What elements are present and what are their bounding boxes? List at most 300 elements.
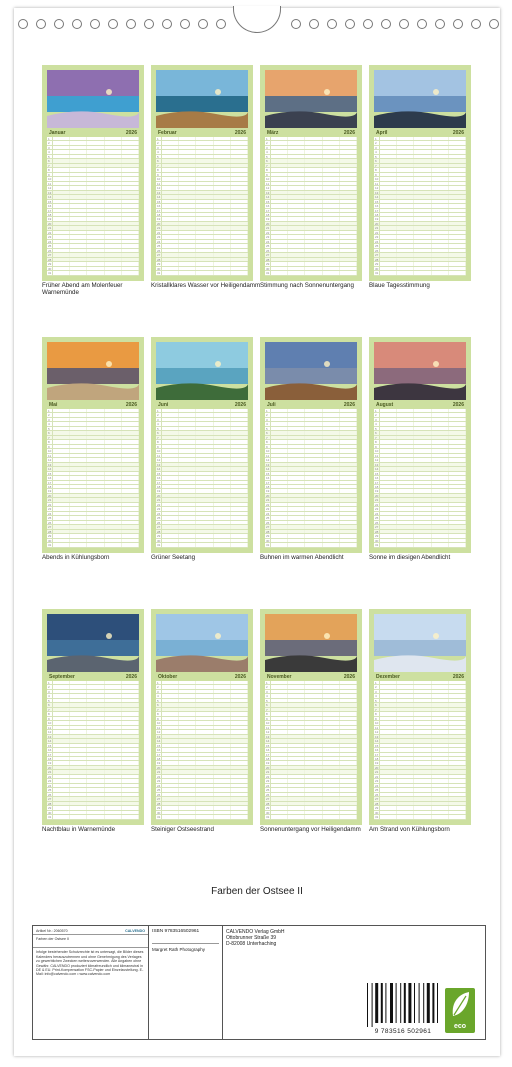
day-number: 26	[375, 248, 379, 253]
day-cell	[196, 418, 213, 421]
day-number: 27	[375, 253, 379, 258]
day-cell	[432, 173, 449, 176]
day-cell	[122, 476, 139, 479]
day-cell	[162, 494, 179, 497]
day-cell	[288, 253, 305, 256]
day-cell	[449, 141, 466, 144]
day-cell	[196, 748, 213, 751]
day-cell	[87, 267, 104, 270]
day-cell	[323, 744, 340, 747]
day-cell	[105, 775, 122, 778]
day-cell	[432, 436, 449, 439]
day-cell	[397, 717, 414, 720]
month-page	[369, 65, 471, 289]
day-cell	[214, 445, 231, 448]
day-cell	[323, 235, 340, 238]
day-cell	[231, 427, 248, 430]
day-cell	[271, 753, 288, 756]
day-cell	[231, 753, 248, 756]
day-number: 22	[266, 230, 270, 235]
day-cell	[214, 690, 231, 693]
day-cell	[271, 217, 288, 220]
month-year: 2026	[452, 673, 464, 680]
day-number: 20	[375, 765, 379, 770]
day-cell	[105, 539, 122, 542]
month-caption: Blaue Tagesstimmung	[369, 282, 430, 289]
day-cell	[449, 431, 466, 434]
barcode-bar	[408, 983, 411, 1023]
day-number: 2	[265, 141, 271, 144]
day-cell	[414, 512, 431, 515]
day-cell	[53, 489, 70, 492]
day-number: 15	[375, 743, 379, 748]
day-cell	[105, 753, 122, 756]
day-cell	[271, 708, 288, 711]
day-number: 2	[265, 685, 271, 688]
day-cell	[87, 539, 104, 542]
day-cell	[214, 681, 231, 684]
month-year: 2026	[234, 673, 246, 680]
day-cell	[179, 445, 196, 448]
day-cell	[397, 712, 414, 715]
day-number: 4	[265, 150, 271, 153]
day-cell	[70, 155, 87, 158]
day-cell	[53, 761, 70, 764]
day-cell	[323, 761, 340, 764]
day-cell	[179, 137, 196, 140]
day-cell	[87, 204, 104, 207]
day-cell	[305, 431, 322, 434]
day-cell	[122, 253, 139, 256]
day-cell	[70, 427, 87, 430]
day-cell	[53, 726, 70, 729]
day-cell	[449, 685, 466, 688]
day-number: 31	[375, 815, 379, 820]
day-number: 7	[265, 436, 271, 439]
leaf-icon	[445, 988, 475, 1022]
day-cell	[271, 539, 288, 542]
day-cell	[380, 753, 397, 756]
day-cell	[53, 413, 70, 416]
month-photo	[265, 614, 357, 672]
day-cell	[380, 440, 397, 443]
day-cell	[305, 258, 322, 261]
day-cell	[53, 721, 70, 724]
day-cell	[214, 231, 231, 234]
day-cell	[380, 811, 397, 814]
day-cell	[323, 182, 340, 185]
day-cell	[179, 694, 196, 697]
day-cell	[449, 418, 466, 421]
day-cell	[305, 271, 322, 274]
day-cell	[380, 226, 397, 229]
day-cell	[414, 164, 431, 167]
binding-hole	[126, 19, 136, 29]
day-cell	[196, 427, 213, 430]
day-cell	[397, 708, 414, 711]
day-cell	[105, 418, 122, 421]
day-number: 5	[374, 155, 380, 158]
day-cell	[196, 173, 213, 176]
day-cell	[323, 485, 340, 488]
day-cell	[414, 690, 431, 693]
day-cell	[214, 811, 231, 814]
month-photo	[156, 614, 248, 672]
day-cell	[53, 757, 70, 760]
day-cell	[87, 507, 104, 510]
day-cell	[214, 137, 231, 140]
day-cell	[214, 717, 231, 720]
day-cell	[196, 182, 213, 185]
day-cell	[271, 489, 288, 492]
day-cell	[162, 694, 179, 697]
day-cell	[323, 271, 340, 274]
day-cell	[271, 173, 288, 176]
day-cell	[323, 445, 340, 448]
day-cell	[288, 530, 305, 533]
day-cell	[432, 204, 449, 207]
day-number: 13	[266, 190, 270, 195]
day-cell	[380, 543, 397, 546]
day-cell	[380, 262, 397, 265]
day-number: 24	[48, 783, 52, 788]
day-number: 16	[157, 476, 161, 481]
day-cell	[53, 494, 70, 497]
day-cell	[340, 797, 357, 800]
day-number: 11	[157, 453, 161, 458]
day-cell	[196, 543, 213, 546]
day-cell	[87, 721, 104, 724]
day-cell	[122, 182, 139, 185]
day-cell	[288, 481, 305, 484]
day-cell	[414, 195, 431, 198]
day-cell	[380, 784, 397, 787]
day-cell	[432, 476, 449, 479]
day-cell	[214, 467, 231, 470]
day-grid	[374, 681, 466, 820]
day-cell	[214, 440, 231, 443]
day-number: 29	[157, 806, 161, 811]
day-cell	[414, 222, 431, 225]
day-cell	[87, 494, 104, 497]
day-cell	[53, 815, 70, 818]
day-cell	[340, 784, 357, 787]
day-cell	[414, 775, 431, 778]
day-cell	[231, 761, 248, 764]
day-number: 19	[375, 489, 379, 494]
day-cell	[288, 708, 305, 711]
day-number: 6	[265, 159, 271, 162]
day-cell	[305, 770, 322, 773]
day-cell	[179, 186, 196, 189]
day-number: 15	[157, 471, 161, 476]
day-cell	[179, 159, 196, 162]
day-cell	[53, 512, 70, 515]
day-cell	[380, 739, 397, 742]
day-cell	[397, 525, 414, 528]
day-cell	[70, 730, 87, 733]
day-number: 21	[266, 498, 270, 503]
day-cell	[380, 422, 397, 425]
day-cell	[323, 440, 340, 443]
day-cell	[397, 467, 414, 470]
day-cell	[397, 413, 414, 416]
barcode-bar	[423, 983, 424, 1023]
day-cell	[87, 231, 104, 234]
day-cell	[214, 436, 231, 439]
day-cell	[323, 481, 340, 484]
day-grid	[156, 681, 248, 820]
day-cell	[305, 476, 322, 479]
day-cell	[231, 779, 248, 782]
day-cell	[162, 779, 179, 782]
day-number: 29	[48, 806, 52, 811]
day-cell	[432, 235, 449, 238]
day-cell	[380, 481, 397, 484]
binding-hole	[363, 19, 373, 29]
day-cell	[432, 164, 449, 167]
day-cell	[288, 445, 305, 448]
day-cell	[122, 191, 139, 194]
day-cell	[414, 685, 431, 688]
day-cell	[105, 481, 122, 484]
eco-badge	[445, 988, 475, 1033]
day-number: 30	[48, 810, 52, 815]
day-cell	[162, 516, 179, 519]
day-cell	[53, 712, 70, 715]
day-cell	[397, 779, 414, 782]
day-cell	[162, 703, 179, 706]
day-cell	[53, 244, 70, 247]
day-cell	[305, 427, 322, 430]
month-year: 2026	[452, 129, 464, 136]
day-cell	[432, 730, 449, 733]
day-cell	[53, 267, 70, 270]
day-cell	[70, 141, 87, 144]
day-cell	[105, 516, 122, 519]
binding-hole	[54, 19, 64, 29]
day-cell	[323, 413, 340, 416]
day-cell	[122, 797, 139, 800]
day-cell	[432, 253, 449, 256]
day-number: 27	[48, 525, 52, 530]
day-cell	[380, 503, 397, 506]
day-cell	[87, 699, 104, 702]
day-number: 4	[47, 422, 53, 425]
day-cell	[70, 217, 87, 220]
day-cell	[179, 253, 196, 256]
day-cell	[288, 164, 305, 167]
day-cell	[70, 209, 87, 212]
day-cell	[380, 168, 397, 171]
day-cell	[105, 150, 122, 153]
day-cell	[214, 735, 231, 738]
day-row	[156, 543, 248, 547]
day-number: 10	[157, 721, 161, 726]
day-cell	[162, 681, 179, 684]
day-cell	[340, 177, 357, 180]
binding-hole	[291, 19, 301, 29]
day-cell	[323, 694, 340, 697]
day-cell	[414, 708, 431, 711]
day-cell	[414, 494, 431, 497]
day-cell	[105, 235, 122, 238]
day-cell	[196, 766, 213, 769]
day-cell	[105, 735, 122, 738]
day-number: 11	[48, 181, 52, 186]
day-cell	[340, 775, 357, 778]
day-number: 20	[48, 493, 52, 498]
day-cell	[162, 489, 179, 492]
day-cell	[380, 761, 397, 764]
day-number: 25	[48, 516, 52, 521]
day-cell	[231, 472, 248, 475]
day-cell	[87, 141, 104, 144]
day-cell	[53, 168, 70, 171]
day-number: 20	[48, 765, 52, 770]
day-cell	[271, 168, 288, 171]
day-number: 22	[375, 502, 379, 507]
day-cell	[214, 253, 231, 256]
day-cell	[122, 262, 139, 265]
day-cell	[214, 222, 231, 225]
day-number: 8	[47, 440, 53, 443]
day-number: 12	[48, 458, 52, 463]
day-cell	[122, 409, 139, 412]
day-cell	[214, 525, 231, 528]
day-number: 8	[156, 440, 162, 443]
day-cell	[87, 690, 104, 693]
day-number: 11	[48, 725, 52, 730]
day-cell	[214, 204, 231, 207]
day-cell	[340, 155, 357, 158]
day-cell	[397, 431, 414, 434]
day-number: 23	[375, 507, 379, 512]
day-cell	[87, 516, 104, 519]
day-number: 5	[265, 699, 271, 702]
day-number: 28	[375, 257, 379, 262]
day-cell	[271, 258, 288, 261]
day-cell	[231, 454, 248, 457]
day-cell	[271, 521, 288, 524]
day-cell	[288, 436, 305, 439]
day-cell	[397, 753, 414, 756]
day-cell	[214, 262, 231, 265]
day-cell	[288, 516, 305, 519]
day-number: 24	[157, 783, 161, 788]
day-cell	[214, 182, 231, 185]
day-cell	[122, 770, 139, 773]
day-cell	[105, 779, 122, 782]
day-cell	[53, 476, 70, 479]
day-cell	[53, 708, 70, 711]
day-cell	[397, 748, 414, 751]
barcode-bar	[396, 983, 397, 1023]
day-cell	[53, 717, 70, 720]
day-cell	[432, 159, 449, 162]
day-cell	[288, 681, 305, 684]
day-cell	[414, 186, 431, 189]
day-cell	[162, 418, 179, 421]
day-cell	[162, 481, 179, 484]
day-cell	[70, 703, 87, 706]
day-cell	[162, 440, 179, 443]
day-cell	[288, 409, 305, 412]
day-cell	[414, 476, 431, 479]
day-cell	[449, 793, 466, 796]
day-number: 19	[48, 761, 52, 766]
day-cell	[53, 146, 70, 149]
day-cell	[397, 427, 414, 430]
day-cell	[179, 503, 196, 506]
day-cell	[214, 454, 231, 457]
month-photo	[47, 70, 139, 128]
day-cell	[53, 422, 70, 425]
day-number: 6	[156, 159, 162, 162]
day-cell	[179, 730, 196, 733]
day-cell	[87, 209, 104, 212]
day-cell	[288, 503, 305, 506]
binding-hole	[381, 19, 391, 29]
day-number: 21	[375, 498, 379, 503]
day-cell	[414, 543, 431, 546]
day-cell	[380, 525, 397, 528]
day-cell	[288, 761, 305, 764]
day-cell	[449, 543, 466, 546]
day-cell	[432, 534, 449, 537]
day-cell	[87, 253, 104, 256]
day-cell	[397, 137, 414, 140]
day-cell	[179, 173, 196, 176]
day-cell	[271, 770, 288, 773]
day-number: 21	[157, 770, 161, 775]
day-cell	[122, 137, 139, 140]
day-cell	[105, 757, 122, 760]
day-cell	[340, 481, 357, 484]
day-cell	[449, 150, 466, 153]
day-cell	[179, 177, 196, 180]
day-number: 5	[374, 699, 380, 702]
day-cell	[397, 204, 414, 207]
day-cell	[122, 200, 139, 203]
day-cell	[271, 463, 288, 466]
day-cell	[305, 159, 322, 162]
day-number: 26	[375, 792, 379, 797]
day-cell	[432, 231, 449, 234]
day-cell	[288, 476, 305, 479]
day-number: 18	[266, 212, 270, 217]
day-cell	[231, 775, 248, 778]
binding-hole	[216, 19, 226, 29]
day-cell	[122, 512, 139, 515]
day-cell	[414, 485, 431, 488]
day-cell	[231, 200, 248, 203]
day-cell	[214, 458, 231, 461]
day-cell	[162, 217, 179, 220]
day-cell	[288, 735, 305, 738]
day-cell	[305, 449, 322, 452]
month-photo	[156, 342, 248, 400]
day-cell	[196, 240, 213, 243]
day-cell	[449, 494, 466, 497]
day-cell	[162, 476, 179, 479]
day-cell	[414, 797, 431, 800]
day-cell	[380, 712, 397, 715]
day-cell	[432, 681, 449, 684]
day-number: 19	[157, 217, 161, 222]
day-number: 24	[375, 783, 379, 788]
day-cell	[179, 748, 196, 751]
